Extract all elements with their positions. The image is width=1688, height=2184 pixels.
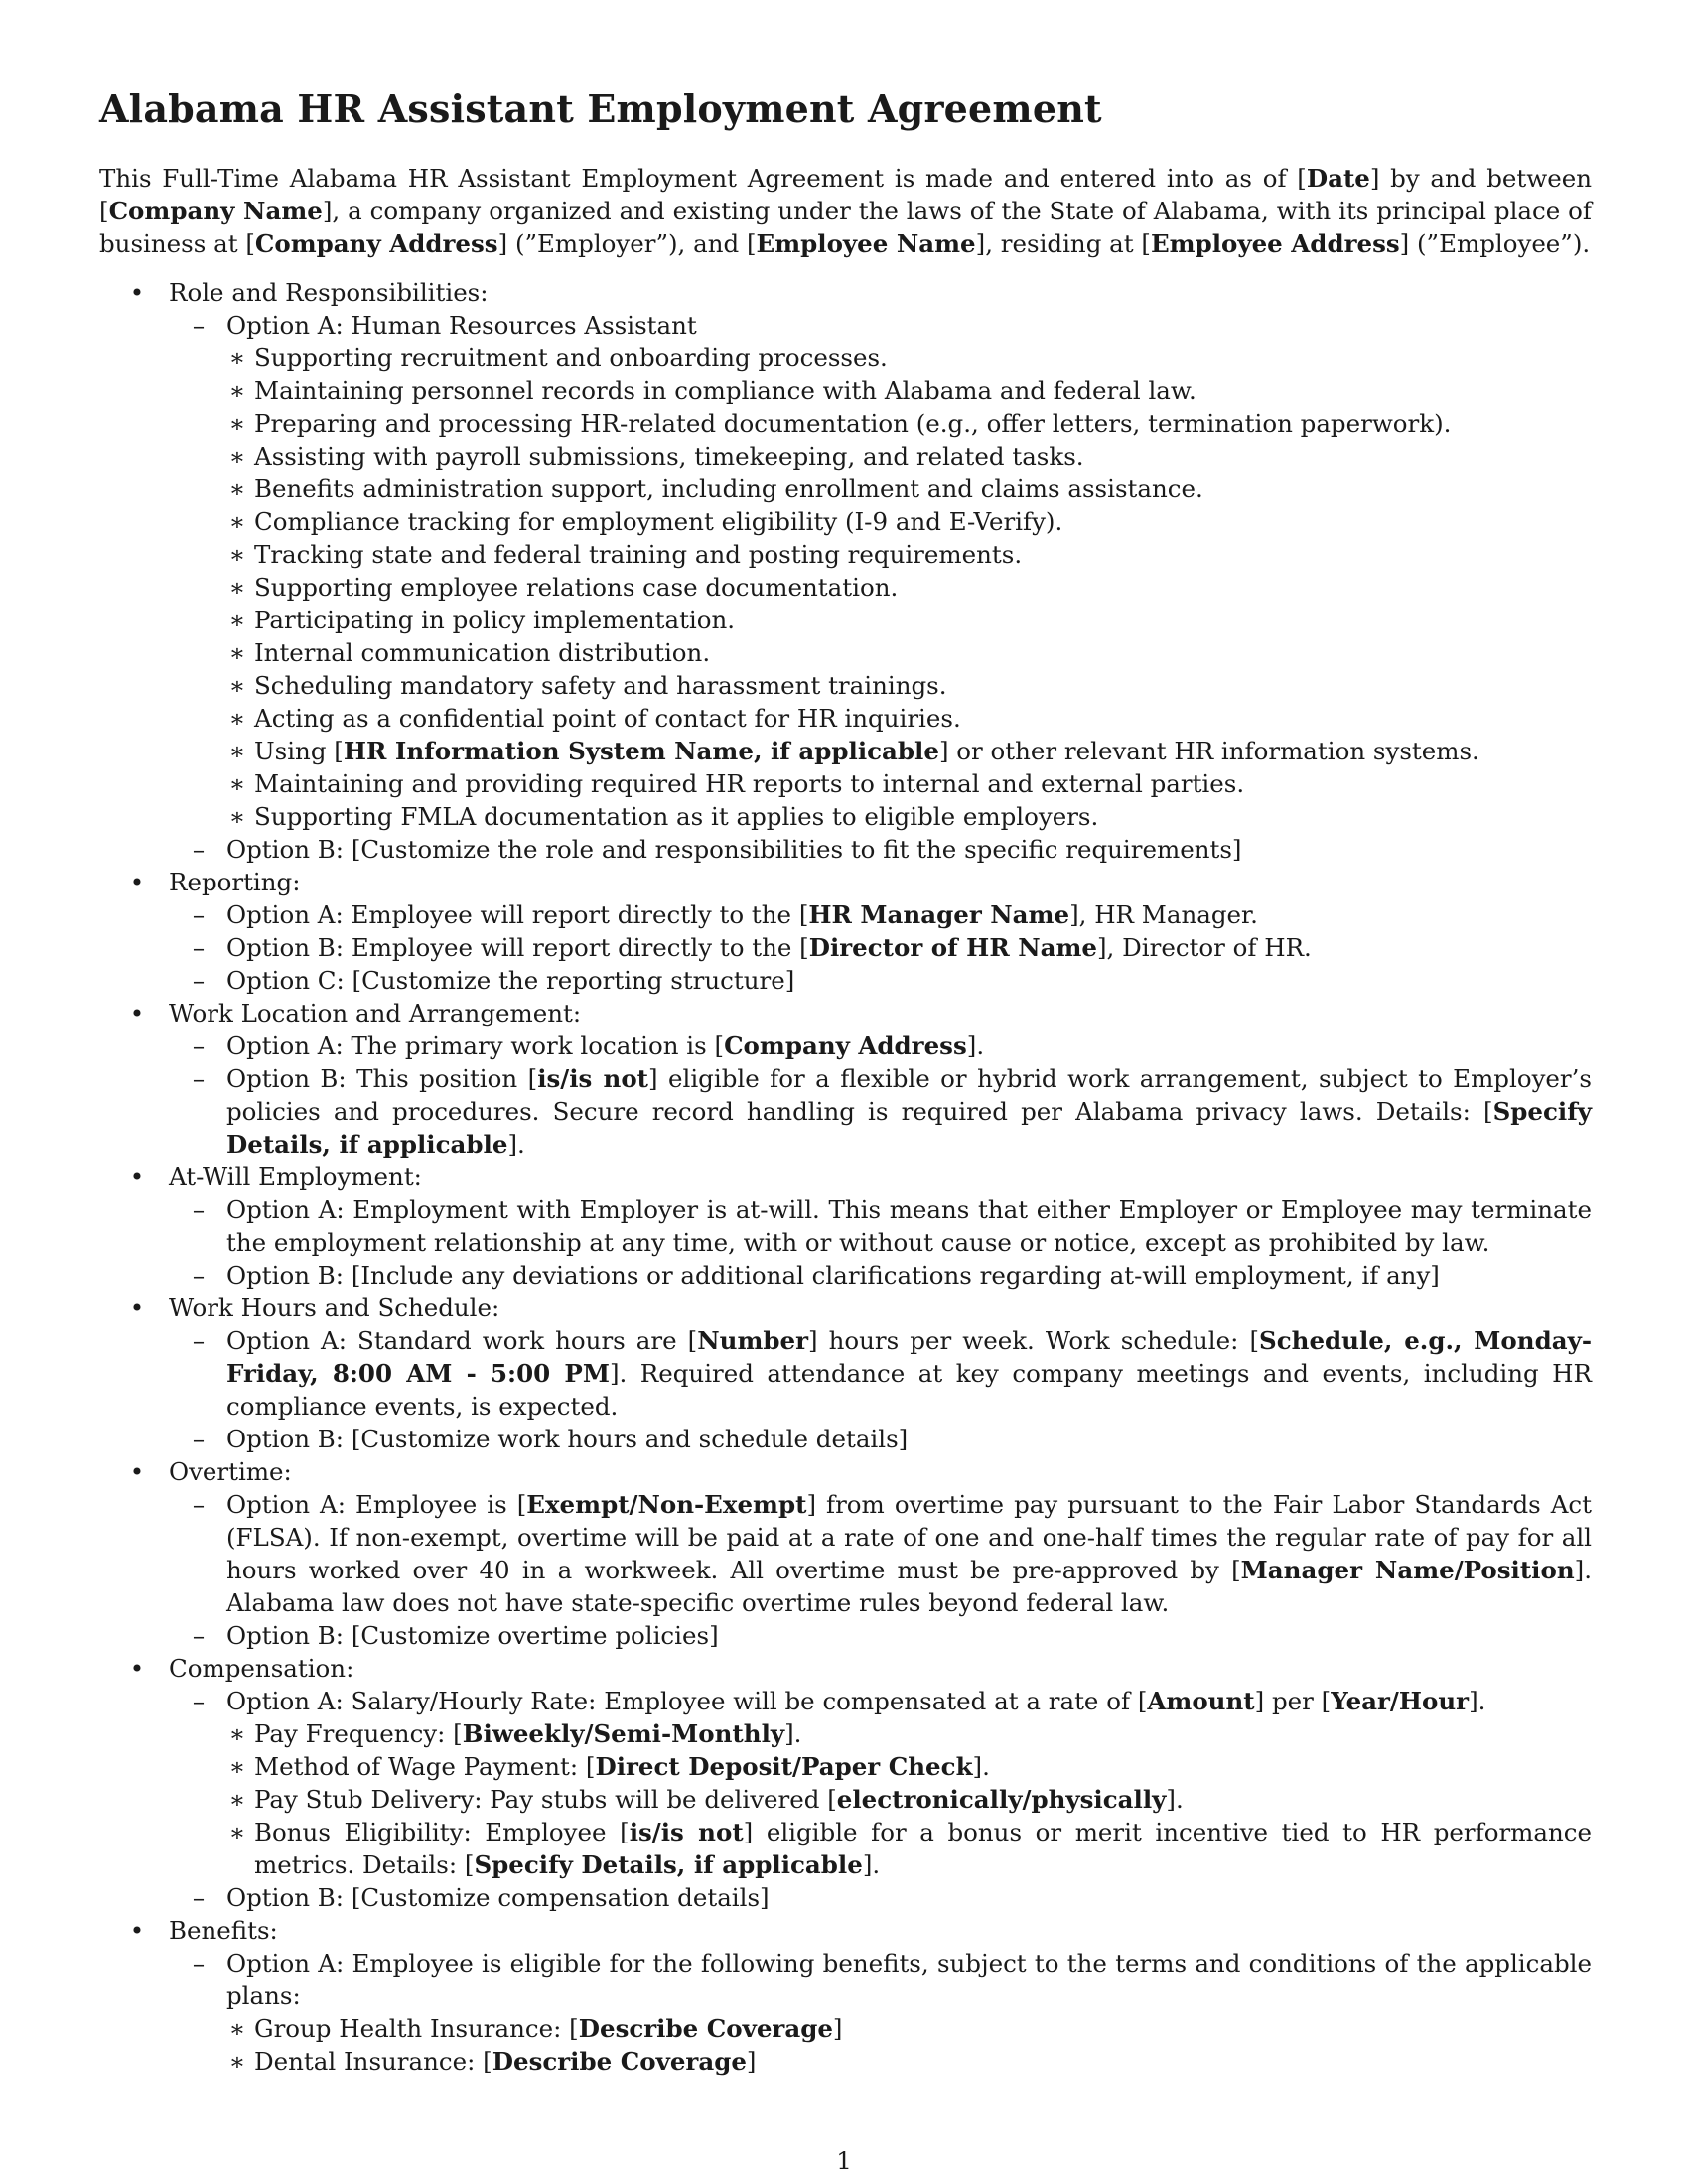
detail-item [226, 341, 1592, 374]
option-text: Option B: [Customize the role and responsibilities to fit the specific requirements] [226, 835, 1242, 864]
placeholder-field: Schedule, e.g., Monday-Friday, 8:00 AM - 5:00 PM [226, 1326, 1592, 1388]
section-heading: Work Location and Arrangement: [169, 999, 582, 1027]
placeholder-field: Specify Details, if applicable [474, 1850, 863, 1879]
bullet-icon: • [129, 1916, 145, 1945]
placeholder-field: Date [1306, 164, 1370, 193]
placeholder-field: Number [697, 1326, 808, 1355]
placeholder-field: Exempt/Non-Exempt [526, 1490, 807, 1519]
option-list [169, 309, 1592, 866]
option-item [169, 1324, 1592, 1423]
placeholder-field: Director of HR Name [808, 933, 1097, 962]
dash-icon: – [192, 1261, 206, 1290]
section-heading: Work Hours and Schedule: [169, 1294, 500, 1322]
section-heading: Benefits: [169, 1916, 278, 1945]
detail-text: Supporting recruitment and onboarding processes. [254, 343, 888, 372]
section-heading: Compensation: [169, 1654, 354, 1683]
detail-item [226, 636, 1592, 669]
section-heading: Reporting: [169, 868, 301, 896]
detail-text: Compliance tracking for employment eligibility (I-9 and E-Verify). [254, 507, 1063, 536]
option-item [169, 1685, 1592, 1881]
dash-icon: – [192, 900, 206, 929]
option-list [169, 1947, 1592, 2078]
detail-text: Participating in policy implementation. [254, 606, 736, 634]
option-text: Option A: Salary/Hourly Rate: Employee will be compensated at a rate of [Amount] per [Year/Hour]. [226, 1687, 1486, 1715]
option-item [169, 1423, 1592, 1455]
placeholder-field: is/is not [537, 1064, 648, 1093]
option-item [169, 1619, 1592, 1652]
asterisk-icon: ∗ [228, 409, 246, 438]
placeholder-field: HR Manager Name [808, 900, 1070, 929]
asterisk-icon: ∗ [228, 540, 246, 569]
detail-item [226, 767, 1592, 800]
dash-icon: – [192, 933, 206, 962]
dash-icon: – [192, 1949, 206, 1978]
section-item [99, 1455, 1592, 1652]
section-item [99, 1292, 1592, 1455]
detail-text: Supporting employee relations case documentation. [254, 573, 899, 602]
page-title: Alabama HR Assistant Employment Agreement [99, 86, 1102, 131]
option-list [169, 1193, 1592, 1292]
option-text: Option A: Employment with Employer is at-will. This means that either Employer or Employee may terminate the employment relationship at any time, with or without cause or notice, except as prohibited by law. [226, 1195, 1592, 1257]
bullet-icon: • [129, 1162, 145, 1191]
asterisk-icon: ∗ [228, 638, 246, 667]
detail-item [226, 1816, 1592, 1881]
option-item [169, 931, 1592, 964]
detail-text: Assisting with payroll submissions, timekeeping, and related tasks. [254, 442, 1084, 471]
detail-item [226, 669, 1592, 702]
detail-text: Supporting FMLA documentation as it applies to eligible employers. [254, 802, 1099, 831]
section-list [99, 276, 1592, 2078]
asterisk-icon: ∗ [228, 671, 246, 700]
intro-paragraph: This Full-Time Alabama HR Assistant Employment Agreement is made and entered into as of [Date] by and between [Company Name], a company organized and existing under the laws of the State of Alabama, with its principal place of business at [Company Address] (”Employer”), and [Employee Name], residing at [Employee Address] (”Employee”). [99, 164, 1592, 258]
dash-icon: – [192, 1326, 206, 1355]
detail-item [226, 505, 1592, 538]
option-text: Option B: [Include any deviations or additional clarifications regarding at-will employment, if any] [226, 1261, 1440, 1290]
asterisk-icon: ∗ [228, 1785, 246, 1814]
detail-text: Tracking state and federal training and posting requirements. [254, 540, 1023, 569]
asterisk-icon: ∗ [228, 606, 246, 634]
detail-item [226, 1717, 1592, 1750]
page-number: 1 [836, 2146, 852, 2175]
option-list [169, 1488, 1592, 1652]
dash-icon: – [192, 1064, 206, 1093]
bullet-icon: • [129, 868, 145, 896]
option-item [169, 1029, 1592, 1062]
section-item [99, 276, 1592, 866]
asterisk-icon: ∗ [228, 1719, 246, 1748]
detail-item [226, 735, 1592, 767]
placeholder-field: Company Address [724, 1031, 967, 1060]
section-item [99, 1652, 1592, 1914]
option-item [169, 309, 1592, 833]
placeholder-field: is/is not [629, 1818, 744, 1846]
detail-item [226, 1783, 1592, 1816]
dash-icon: – [192, 1883, 206, 1912]
option-text: Option B: [Customize overtime policies] [226, 1621, 719, 1650]
placeholder-field: Describe Coverage [578, 2014, 833, 2043]
asterisk-icon: ∗ [228, 376, 246, 405]
detail-item [226, 571, 1592, 604]
detail-item [226, 538, 1592, 571]
dash-icon: – [192, 1031, 206, 1060]
section-item [99, 997, 1592, 1160]
bullet-icon: • [129, 1654, 145, 1683]
option-text: Option C: [Customize the reporting structure] [226, 966, 795, 995]
detail-item [226, 473, 1592, 505]
option-text: Option A: Standard work hours are [Number] hours per week. Work schedule: [Schedule, e.g., Monday-Friday, 8:00 AM - 5:00 PM]. Required attendance at key company meetings and events, including HR compliance events, is expected. [226, 1326, 1592, 1421]
placeholder-field: HR Information System Name, if applicable [343, 737, 939, 765]
option-item [169, 1259, 1592, 1292]
option-item [169, 1881, 1592, 1914]
detail-item [226, 2045, 1592, 2078]
option-item [169, 1488, 1592, 1619]
option-text: Option B: [Customize compensation details] [226, 1883, 770, 1912]
asterisk-icon: ∗ [228, 507, 246, 536]
placeholder-field: electronically/physically [836, 1785, 1167, 1814]
detail-text: Group Health Insurance: [Describe Coverage] [254, 2014, 843, 2043]
option-text: Option B: Employee will report directly to the [Director of HR Name], Director of HR. [226, 933, 1312, 962]
detail-item [226, 702, 1592, 735]
asterisk-icon: ∗ [228, 573, 246, 602]
detail-text: Benefits administration support, including enrollment and claims assistance. [254, 475, 1203, 503]
option-list [169, 1029, 1592, 1160]
dash-icon: – [192, 966, 206, 995]
detail-text: Bonus Eligibility: Employee [is/is not] eligible for a bonus or merit incentive tied to HR performance metrics. Details: [Specify Details, if applicable]. [254, 1818, 1592, 1879]
asterisk-icon: ∗ [228, 1818, 246, 1846]
detail-text: Using [HR Information System Name, if applicable] or other relevant HR information systems. [254, 737, 1479, 765]
asterisk-icon: ∗ [228, 2047, 246, 2076]
bullet-icon: • [129, 1294, 145, 1322]
section-item [99, 866, 1592, 997]
option-text: Option A: Employee is [Exempt/Non-Exempt] from overtime pay pursuant to the Fair Labor Standards Act (FLSA). If non-exempt, overtime will be paid at a rate of one and one-half times the regular rate of pay for all hours worked over 40 in a workweek. All overtime must be pre-approved by [Manager Name/Position]. Alabama law does not have state-specific overtime rules beyond federal law. [226, 1490, 1592, 1617]
detail-item [226, 407, 1592, 440]
option-item [169, 964, 1592, 997]
section-heading: At-Will Employment: [169, 1162, 422, 1191]
asterisk-icon: ∗ [228, 475, 246, 503]
option-item [169, 1062, 1592, 1160]
dash-icon: – [192, 1425, 206, 1453]
option-text: Option A: Human Resources Assistant [226, 311, 697, 340]
placeholder-field: Year/Hour [1331, 1687, 1470, 1715]
option-item [169, 1947, 1592, 2078]
detail-list [226, 2012, 1592, 2078]
dash-icon: – [192, 1621, 206, 1650]
clause-outline [99, 276, 1592, 2078]
bullet-icon: • [129, 1457, 145, 1486]
detail-item [226, 1750, 1592, 1783]
option-text: Option A: Employee is eligible for the following benefits, subject to the terms and conditions of the applicable plans: [226, 1949, 1592, 2010]
detail-text: Maintaining and providing required HR reports to internal and external parties. [254, 769, 1245, 798]
detail-item [226, 800, 1592, 833]
detail-list [226, 341, 1592, 833]
dash-icon: – [192, 1490, 206, 1519]
section-heading: Role and Responsibilities: [169, 278, 489, 307]
asterisk-icon: ∗ [228, 2014, 246, 2043]
option-text: Option B: This position [is/is not] eligible for a flexible or hybrid work arrangement, subject to Employer’s policies and procedures. Secure record handling is required per Alabama privacy laws. Details: [Specify Details, if applicable]. [226, 1064, 1592, 1159]
asterisk-icon: ∗ [228, 737, 246, 765]
detail-text: Scheduling mandatory safety and harassment trainings. [254, 671, 947, 700]
placeholder-field: Amount [1147, 1687, 1255, 1715]
asterisk-icon: ∗ [228, 704, 246, 733]
option-item [169, 1193, 1592, 1259]
detail-item [226, 440, 1592, 473]
asterisk-icon: ∗ [228, 1752, 246, 1781]
section-heading: Overtime: [169, 1457, 292, 1486]
option-item [169, 898, 1592, 931]
placeholder-field: Direct Deposit/Paper Check [595, 1752, 973, 1781]
asterisk-icon: ∗ [228, 442, 246, 471]
detail-text: Dental Insurance: [Describe Coverage] [254, 2047, 757, 2076]
detail-item [226, 374, 1592, 407]
detail-text: Maintaining personnel records in compliance with Alabama and federal law. [254, 376, 1196, 405]
dash-icon: – [192, 1195, 206, 1224]
detail-list [226, 1717, 1592, 1881]
section-item [99, 1160, 1592, 1292]
placeholder-field: Specify Details, if applicable [226, 1097, 1592, 1159]
detail-text: Method of Wage Payment: [Direct Deposit/Paper Check]. [254, 1752, 990, 1781]
dash-icon: – [192, 1687, 206, 1715]
bullet-icon: • [129, 999, 145, 1027]
option-text: Option A: The primary work location is [Company Address]. [226, 1031, 985, 1060]
asterisk-icon: ∗ [228, 769, 246, 798]
placeholder-field: Employee Name [756, 229, 976, 258]
detail-text: Internal communication distribution. [254, 638, 711, 667]
placeholder-field: Biweekly/Semi-Monthly [462, 1719, 785, 1748]
option-text: Option A: Employee will report directly to the [HR Manager Name], HR Manager. [226, 900, 1258, 929]
option-text: Option B: [Customize work hours and schedule details] [226, 1425, 909, 1453]
option-list [169, 1685, 1592, 1914]
asterisk-icon: ∗ [228, 802, 246, 831]
placeholder-field: Describe Coverage [492, 2047, 747, 2076]
placeholder-field: Employee Address [1150, 229, 1400, 258]
section-item [99, 1914, 1592, 2078]
detail-item [226, 2012, 1592, 2045]
option-list [169, 1324, 1592, 1455]
option-item [169, 833, 1592, 866]
placeholder-field: Manager Name/Position [1240, 1556, 1575, 1584]
placeholder-field: Company Name [108, 197, 323, 225]
detail-text: Pay Frequency: [Biweekly/Semi-Monthly]. [254, 1719, 802, 1748]
dash-icon: – [192, 311, 206, 340]
dash-icon: – [192, 835, 206, 864]
detail-text: Pay Stub Delivery: Pay stubs will be delivered [electronically/physically]. [254, 1785, 1184, 1814]
placeholder-field: Company Address [254, 229, 498, 258]
detail-text: Preparing and processing HR-related documentation (e.g., offer letters, termination paperwork). [254, 409, 1452, 438]
option-list [169, 898, 1592, 997]
detail-text: Acting as a confidential point of contact for HR inquiries. [254, 704, 961, 733]
asterisk-icon: ∗ [228, 343, 246, 372]
detail-item [226, 604, 1592, 636]
bullet-icon: • [129, 278, 145, 307]
